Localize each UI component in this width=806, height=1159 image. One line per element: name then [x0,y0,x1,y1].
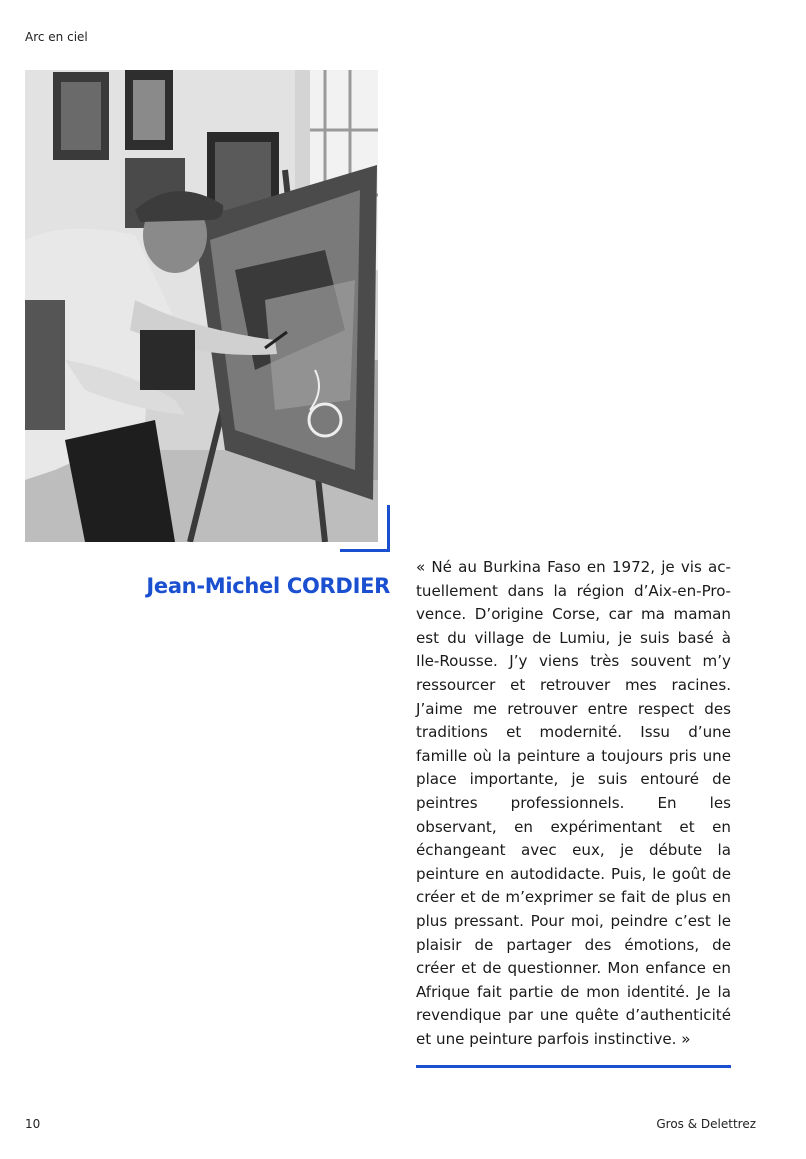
running-footer: Gros & Delettrez [656,1117,756,1131]
corner-accent-horizontal [340,549,390,552]
artist-name: Jean-Michel CORDIER [146,574,390,598]
corner-accent-vertical [387,505,390,552]
page-number: 10 [25,1117,41,1131]
running-header: Arc en ciel [25,30,88,44]
bio-quote: « Né au Burkina Faso en 1972, je vis actuellement dans la région d’Aix-en-Provence. D’origine Corse, car ma maman est du village de Lumiu, je suis basé à Ile-Rousse. J’y viens très souvent m’y ressourcer et retrouver mes racines. J’aime me retrouver entre respect des traditions et modernité. Issu d’une famille où la peinture a toujours pris une place importante, je suis entouré de peintres professionnels. En les observant, en expérimentant et en échangeant avec eux, je débute la peinture en autodidacte. Puis, le goût de créer et de m’exprimer se fait de plus en plus pressant. Pour moi, peindre c’est le plaisir de partager des émotions, de créer et de questionner. Mon enfance en Afrique fait partie de mon identité. Je la revendique par une quête d’authenticité et une peinture parfois instinctive. » [416,558,731,1048]
artist-photo [25,70,378,542]
bottom-rule [416,1065,731,1068]
